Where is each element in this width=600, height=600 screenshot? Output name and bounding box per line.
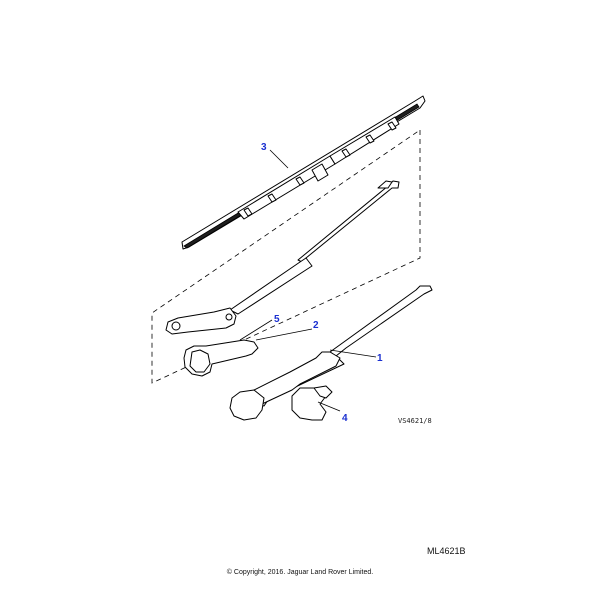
callout-2: 2 [313, 320, 319, 331]
leader-line-3 [270, 150, 288, 168]
arm-cover-cap-upper [184, 340, 258, 376]
callout-1: 1 [377, 353, 383, 364]
callout-5: 5 [274, 314, 280, 325]
arm-cover-cap-lower [292, 386, 332, 420]
leader-line-5 [240, 320, 272, 340]
assembly-group-outline [152, 130, 420, 383]
copyright-notice: © Copyright, 2016. Jaguar Land Rover Limited. [226, 569, 374, 576]
callout-4: 4 [342, 413, 348, 424]
drawing-code: VS4621/8 [398, 417, 432, 425]
reference-code: ML4621B [427, 546, 466, 556]
wiper-arm-upper [166, 181, 399, 334]
callout-3: 3 [261, 142, 267, 153]
wiper-blade [182, 96, 425, 249]
wiper-arm-lower [230, 286, 432, 420]
